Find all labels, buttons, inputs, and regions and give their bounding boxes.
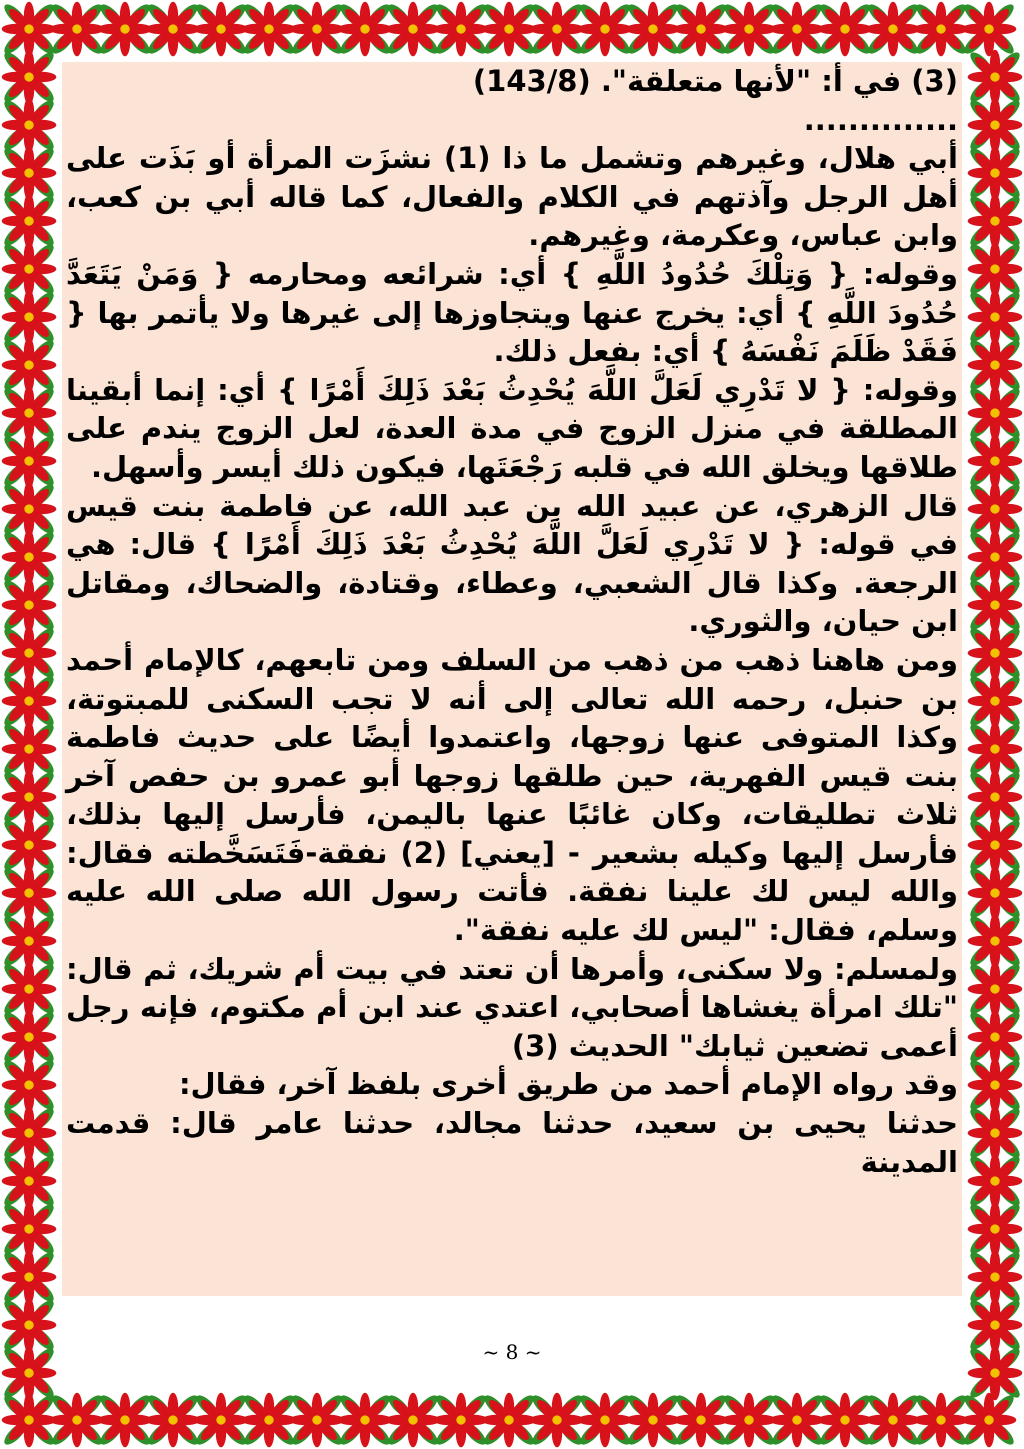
poinsettia-flower-icon: [1, 385, 57, 441]
poinsettia-flower-icon: [967, 673, 1023, 729]
paragraph: ولمسلم: ولا سكنى، وأمرها أن تعتد في بيت أم شريك، ثم قال: "تلك امرأة يغشاها أصحابي، اعتدي عند ابن أم مكتوم، فإنه رجل أعمى تضعين ثيابك" الحديث (3): [66, 951, 958, 1063]
poinsettia-flower-icon: [1, 865, 57, 921]
poinsettia-flower-icon: [1, 337, 57, 393]
poinsettia-flower-icon: [289, 1, 345, 57]
poinsettia-flower-icon: [1, 817, 57, 873]
poinsettia-flower-icon: [625, 1392, 681, 1448]
poinsettia-flower-icon: [967, 145, 1023, 201]
paragraph: قال الزهري، عن عبيد الله بن عبد الله، عن فاطمة بنت قيس في قوله: { لا تَدْرِي لَعَلَّ اللَّهَ يُحْدِثُ بَعْدَ ذَلِكَ أَمْرًا } قال: هي الرجعة. وكذا قال الشعبي، وعطاء، وقتادة، والضحاك، ومقاتل ابن حيان، والثوري.: [66, 488, 958, 639]
poinsettia-flower-icon: [673, 1, 729, 57]
poinsettia-flower-icon: [337, 1392, 393, 1448]
poinsettia-flower-icon: [967, 1201, 1023, 1257]
paragraph: ومن هاهنا ذهب من ذهب من السلف ومن تابعهم، كالإمام أحمد بن حنبل، رحمه الله تعالى إلى أنه لا تجب السكنى للمبتوتة، وكذا المتوفى عنها زوجها، واعتمدوا أيضًا على حديث فاطمة بنت قيس الفهرية، حين طلقها زوجها أبو عمرو بن حفص آخر ثلاث تطليقات، وكان غائبًا عنها باليمن، فأرسل إليها بذلك، فأرسل إليها وكيله بشعير - [يعني] (2) نفقة-فَتَسَخَّطته فقال: والله ليس لك علينا نفقة. فأتت رسول الله صلى الله عليه وسلم، فقال: "ليس لك عليه نفقة".: [66, 642, 959, 948]
poinsettia-flower-icon: [967, 529, 1023, 585]
poinsettia-flower-icon: [385, 1, 441, 57]
poinsettia-flower-icon: [1, 481, 57, 537]
poinsettia-flower-icon: [673, 1392, 729, 1448]
poinsettia-flower-icon: [1, 145, 57, 201]
poinsettia-flower-icon: [721, 1, 777, 57]
poinsettia-flower-icon: [1, 241, 57, 297]
poinsettia-flower-icon: [1, 913, 57, 969]
poinsettia-flower-icon: [1, 289, 57, 345]
poinsettia-flower-icon: [1, 529, 57, 585]
poinsettia-flower-icon: [967, 289, 1023, 345]
border-top: [0, 0, 1024, 58]
poinsettia-flower-icon: [481, 1392, 537, 1448]
poinsettia-flower-icon: [913, 1, 969, 57]
poinsettia-flower-icon: [769, 1392, 825, 1448]
poinsettia-flower-icon: [1, 961, 57, 1017]
page-number: ~ 8 ~: [482, 1340, 542, 1364]
poinsettia-flower-icon: [967, 1153, 1023, 1209]
poinsettia-flower-icon: [1, 1153, 57, 1209]
poinsettia-flower-icon: [1, 97, 57, 153]
poinsettia-flower-icon: [1, 625, 57, 681]
poinsettia-flower-icon: [865, 1, 921, 57]
poinsettia-flower-icon: [967, 1105, 1023, 1161]
poinsettia-flower-icon: [817, 1392, 873, 1448]
poinsettia-flower-icon: [577, 1, 633, 57]
poinsettia-flower-icon: [145, 1, 201, 57]
poinsettia-border-left-icon: [0, 0, 58, 1449]
poinsettia-flower-icon: [385, 1392, 441, 1448]
poinsettia-flower-icon: [967, 97, 1023, 153]
paragraph-separator: ..............: [803, 102, 958, 137]
poinsettia-flower-icon: [967, 433, 1023, 489]
poinsettia-flower-icon: [529, 1392, 585, 1448]
poinsettia-flower-icon: [289, 1392, 345, 1448]
poinsettia-flower-icon: [913, 1392, 969, 1448]
poinsettia-flower-icon: [1, 433, 57, 489]
poinsettia-flower-icon: [967, 1249, 1023, 1305]
poinsettia-flower-icon: [1, 721, 57, 777]
poinsettia-flower-icon: [967, 481, 1023, 537]
border-left: [0, 0, 58, 1449]
content-panel: [62, 62, 962, 1296]
poinsettia-border-bottom-icon: [0, 1391, 1024, 1449]
poinsettia-flower-icon: [769, 1, 825, 57]
paragraph: حدثنا يحيى بن سعيد، حدثنا مجالد، حدثنا عامر قال: قدمت المدينة: [66, 1106, 958, 1179]
poinsettia-flower-icon: [1, 1105, 57, 1161]
poinsettia-border-top-icon: [0, 0, 1024, 58]
poinsettia-flower-icon: [967, 1009, 1023, 1065]
poinsettia-flower-icon: [145, 1392, 201, 1448]
poinsettia-flower-icon: [433, 1, 489, 57]
poinsettia-flower-icon: [193, 1392, 249, 1448]
poinsettia-flower-icon: [1, 673, 57, 729]
poinsettia-flower-icon: [241, 1392, 297, 1448]
poinsettia-flower-icon: [967, 1057, 1023, 1113]
paragraph: وقوله: { وَتِلْكَ حُدُودُ اللَّهِ } أي: شرائعه ومحارمه { وَمَنْ يَتَعَدَّ حُدُودَ اللَّهِ } أي: يخرج عنها ويتجاوزها إلى غيرها ولا يأتمر بها { فَقَدْ ظَلَمَ نَفْسَهُ } أي: بفعل ذلك.: [66, 256, 958, 369]
poinsettia-flower-icon: [1, 577, 57, 633]
poinsettia-flower-icon: [967, 49, 1023, 105]
poinsettia-flower-icon: [241, 1, 297, 57]
poinsettia-flower-icon: [481, 1, 537, 57]
border-bottom: [0, 1391, 1024, 1449]
poinsettia-flower-icon: [967, 241, 1023, 297]
poinsettia-flower-icon: [967, 769, 1023, 825]
paragraph: أبي هلال، وغيرهم وتشمل ما ذا (1) نشزَت المرأة أو بَذَت على أهل الرجل وآذتهم في الكلام والفعال، كما قاله أبي بن كعب، وابن عباس، وعكرمة، وغيرهم.: [66, 141, 958, 253]
poinsettia-flower-icon: [967, 961, 1023, 1017]
paragraph: وقد رواه الإمام أحمد من طريق أخرى بلفظ آخر، فقال:: [178, 1067, 958, 1102]
poinsettia-flower-icon: [1, 769, 57, 825]
poinsettia-flower-icon: [1, 49, 57, 105]
paragraph-footnote: (3) في أ: "لأنها متعلقة". (143/8): [472, 64, 958, 98]
poinsettia-border-right-icon: [966, 0, 1024, 1449]
poinsettia-flower-icon: [865, 1392, 921, 1448]
poinsettia-flower-icon: [967, 193, 1023, 249]
poinsettia-flower-icon: [817, 1, 873, 57]
poinsettia-flower-icon: [433, 1392, 489, 1448]
poinsettia-flower-icon: [1, 1009, 57, 1065]
poinsettia-flower-icon: [967, 721, 1023, 777]
paragraph: وقوله: { لا تَدْرِي لَعَلَّ اللَّهَ يُحْدِثُ بَعْدَ ذَلِكَ أَمْرًا } أي: إنما أبقينا المطلقة في منزل الزوج في مدة العدة، لعل الزوج يندم على طلاقها ويخلق الله في قلبه رَجْعَتَها، فيكون ذلك أيسر وأسهل.: [66, 372, 958, 484]
text-block: [62, 62, 962, 1181]
poinsettia-flower-icon: [967, 577, 1023, 633]
poinsettia-flower-icon: [337, 1, 393, 57]
poinsettia-flower-icon: [1, 193, 57, 249]
poinsettia-flower-icon: [967, 385, 1023, 441]
border-right: [966, 0, 1024, 1449]
poinsettia-flower-icon: [1, 1249, 57, 1305]
poinsettia-flower-icon: [1, 1057, 57, 1113]
poinsettia-flower-icon: [97, 1392, 153, 1448]
poinsettia-flower-icon: [193, 1, 249, 57]
poinsettia-flower-icon: [967, 817, 1023, 873]
poinsettia-flower-icon: [625, 1, 681, 57]
poinsettia-flower-icon: [529, 1, 585, 57]
poinsettia-flower-icon: [577, 1392, 633, 1448]
poinsettia-flower-icon: [721, 1392, 777, 1448]
poinsettia-flower-icon: [967, 913, 1023, 969]
poinsettia-flower-icon: [97, 1, 153, 57]
poinsettia-flower-icon: [967, 865, 1023, 921]
poinsettia-flower-icon: [967, 337, 1023, 393]
poinsettia-flower-icon: [1, 1201, 57, 1257]
poinsettia-flower-icon: [967, 625, 1023, 681]
